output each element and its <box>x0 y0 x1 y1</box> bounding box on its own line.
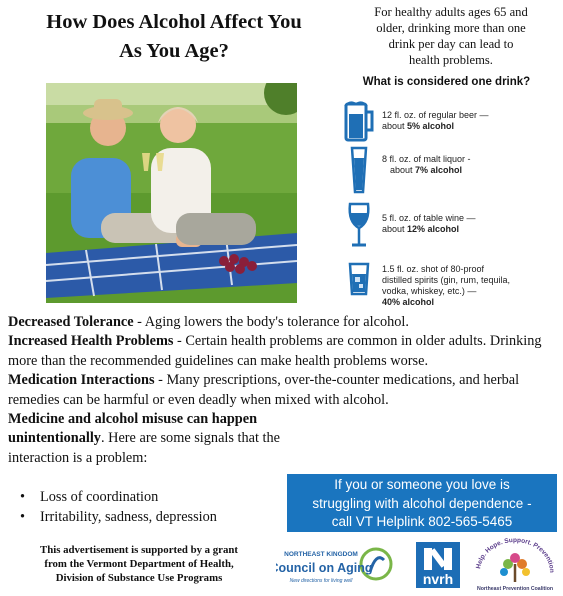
intro-line: For healthy adults ages 65 and <box>374 5 528 19</box>
body-text <box>8 313 556 468</box>
title-line-2: As You Age? <box>119 40 229 62</box>
coa-top-text: NORTHEAST KINGDOM <box>284 551 358 558</box>
section-text: - Many prescriptions, over-the-counter medications, and herbal remedies can be harmful or even deadly when mixed with alcohol. <box>8 372 520 408</box>
drink-row-malt <box>336 146 561 198</box>
npc-name: Northeast Prevention Coalition <box>476 586 554 592</box>
wine-percent: 12% alcohol <box>407 224 460 234</box>
section-medication <box>8 371 556 410</box>
malt-description <box>382 154 552 176</box>
coa-tagline: New directions for living well <box>289 578 353 584</box>
intro-line: health problems. <box>409 53 493 67</box>
section-heading: Increased Health Problems <box>8 333 174 350</box>
page-title <box>8 8 340 66</box>
malt-percent: 7% alcohol <box>415 165 463 175</box>
wine-description <box>382 213 552 235</box>
drink-heading: What is considered one drink? <box>362 76 531 88</box>
section-health <box>8 332 556 371</box>
helpline-phone: call VT Helplink 802-565-5465 <box>331 514 513 529</box>
section-heading: Medication Interactions <box>8 372 155 389</box>
warning-signs-list <box>18 487 217 527</box>
helpline-line: If you or someone you love is <box>334 477 510 492</box>
malt-about: about <box>390 165 416 175</box>
drink-row-spirits <box>336 258 561 310</box>
list-item: • Irritability, sadness, depression <box>18 507 217 527</box>
spirits-line <box>382 297 552 308</box>
intro-text <box>343 4 559 68</box>
beer-description <box>382 110 552 132</box>
beer-line: 12 fl. oz. of regular beer — <box>382 110 489 120</box>
beer-about: about <box>382 121 408 131</box>
intro-line: drink per day can lead to <box>388 37 514 51</box>
nvrh-text: nvrh <box>422 571 454 587</box>
list-item: • Loss of coordination <box>18 487 217 507</box>
section-misuse <box>8 410 290 468</box>
wine-line <box>382 224 552 235</box>
intro-line: older, drinking more than one <box>376 21 526 35</box>
beer-mug-icon <box>342 100 376 150</box>
coa-main-text: Council on Aging <box>276 561 373 575</box>
grant-notice <box>8 543 270 585</box>
wine-line: 5 fl. oz. of table wine — <box>382 213 476 223</box>
npc-arc-text: Help. Hope. Support. Prevention <box>475 536 556 573</box>
prevention-coalition-logo <box>470 536 560 592</box>
title-line-1: How Does Alcohol Affect You <box>46 11 302 33</box>
section-text: - Aging lowers the body's tolerance for alcohol. <box>133 314 409 330</box>
section-heading: Medicine and alcohol misuse can happen unintentionally <box>8 411 258 447</box>
shot-glass-icon <box>342 258 376 308</box>
section-tolerance <box>8 313 556 332</box>
drink-row-wine <box>336 200 561 252</box>
grant-line: This advertisement is supported by a grant <box>40 544 238 556</box>
drink-row-beer <box>336 100 561 152</box>
malt-line <box>382 165 552 176</box>
council-on-aging-logo <box>276 546 394 590</box>
spirits-description <box>382 264 552 308</box>
malt-glass-icon <box>342 146 376 196</box>
spirits-line: vodka, whiskey, etc.) — <box>382 286 477 296</box>
spirits-line: 1.5 fl. oz. shot of 80-proof <box>382 264 485 274</box>
spirits-line: distilled spirits (gin, rum, tequila, <box>382 275 511 285</box>
grant-line: from the Vermont Department of Health, <box>44 558 234 570</box>
beer-percent: 5% alcohol <box>407 121 455 131</box>
malt-line: 8 fl. oz. of malt liquor - <box>382 154 471 164</box>
nvrh-logo <box>412 540 464 590</box>
wine-about: about <box>382 224 408 234</box>
wine-glass-icon <box>342 200 376 250</box>
grant-line: Division of Substance Use Programs <box>55 572 223 584</box>
section-text: . Here are some signals that the interaction is a problem: <box>8 430 281 466</box>
helpline-line: struggling with alcohol dependence - <box>312 495 532 511</box>
spirits-percent: 40% alcohol <box>382 297 435 307</box>
beer-line <box>382 121 552 132</box>
section-heading: Decreased Tolerance <box>8 314 134 330</box>
helpline-banner <box>287 474 557 532</box>
couple-picnic-photo <box>46 83 297 303</box>
section-text: - Certain health problems are common in older adults. Drinking more than the recommended guidelines can make health problems worse. <box>8 333 542 369</box>
